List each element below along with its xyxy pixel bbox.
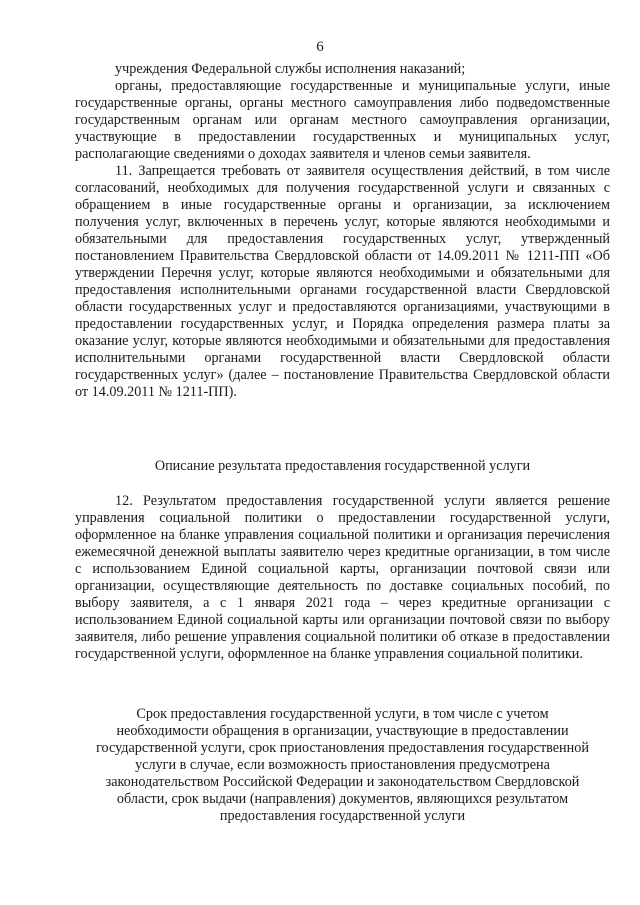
- term-heading-line: услуги в случае, если возможность приостановления предусмотрена: [135, 757, 550, 773]
- paragraph-11: 11. Запрещается требовать от заявителя осуществления действий, в том числе согласований, необходимых для получения государственной услуги и связанных с обращением в иные государственные органы и организации, за исключением получения услуг, включенных в перечень услуг, которые являются необходимыми и обязательными для предоставления государственных услуг, утвержденный постановлением Правительства Свердловской области от 14.09.2011 № 1211-ПП «Об утверждении Перечня услуг, которые являются необходимыми и обязательными для предоставления исполнительными органами государственной власти Свердловской области государственных услуг и предоставляются организациями, участвующими в предоставлении государственных услуг, и Порядка определения размера платы за оказание услуг, которые являются необходимыми и обязательными для предоставления исполнительными органами государственной власти Свердловской области государственных услуг» (далее – постановление Правительства Свердловской области от 14.09.2011 № 1211-ПП).: [75, 163, 610, 400]
- term-heading-line: законодательством Российской Федерации и законодательством Свердловской: [105, 774, 580, 790]
- term-heading-line: государственной услуги, срок приостановления предоставления государственной: [96, 740, 589, 756]
- intro-text-block: [75, 61, 610, 401]
- term-heading: [70, 706, 615, 825]
- paragraph-bodies: органы, предоставляющие государственные и муниципальные услуги, иные государственные органы, органы местного самоуправления либо подведомственные государственным органам или органам местного самоуправления организации, участвующие в предоставлении государственных и муниципальных услуг, располагающие сведениями о доходах заявителя и членов семьи заявителя.: [75, 78, 610, 162]
- term-heading-line: необходимости обращения в организации, участвующие в предоставлении: [116, 723, 569, 739]
- result-heading: [70, 458, 615, 475]
- result-heading-text: Описание результата предоставления государственной услуги: [154, 458, 531, 474]
- term-heading-line: предоставления государственной услуги: [219, 808, 466, 824]
- result-text-block: [75, 493, 610, 663]
- paragraph-institutions: учреждения Федеральной службы исполнения наказаний;: [115, 61, 466, 77]
- term-heading-line: области, срок выдачи (направления) документов, являющихся результатом: [116, 791, 569, 807]
- term-heading-line: Срок предоставления государственной услуги, в том числе с учетом: [136, 706, 549, 722]
- paragraph-12: 12. Результатом предоставления государственной услуги является решение управления социальной политики о предоставлении государственной услуги, оформленное на бланке управления социальной политики и организация перечисления ежемесячной денежной выплаты заявителю через кредитные организации, в том числе с использованием Единой социальной карты, организации почтовой связи или организации, осуществляющие деятельность по доставке социальных пособий, по выбору заявителя, а с 1 января 2021 года – через кредитные организации с использованием Единой социальной карты или организации почтовой связи по выбору заявителя, либо решение управления социальной политики об отказе в предоставлении государственной услуги, оформленное на бланке управления социальной политики.: [75, 493, 610, 662]
- page-number: 6: [316, 39, 324, 55]
